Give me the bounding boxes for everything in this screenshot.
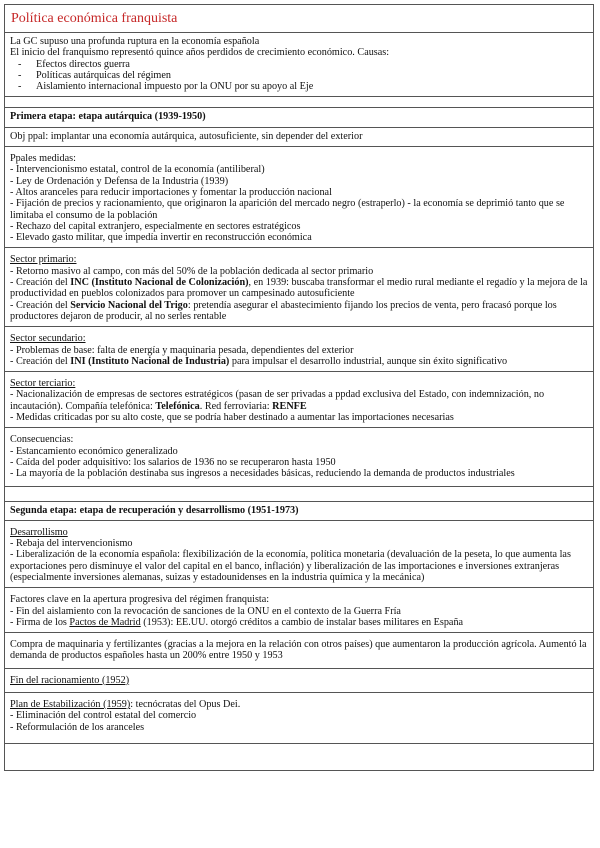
rationing-end: Fin del racionamiento (1952)	[10, 674, 130, 686]
machinery-box	[4, 633, 594, 669]
measures-title: Ppales medidas:	[10, 153, 76, 165]
desarrollismo-line-2: - Liberalización de la economía española: flexibilización de la economía, política monetaria (devaluación de la peseta, lo que aumenta las exportaciones pero disminuye el valor del capital en el banco, inflación) y liberalización de las importaciones e inversiones extranjeras (especialmente inversiones alemanas, suizas y estadounidenses en la industria química y la mecánica)	[10, 549, 571, 583]
measure-item: - Ley de Ordenación y Defensa de la Industria (1939)	[10, 175, 229, 187]
tertiary-sector-box	[4, 372, 594, 428]
secondary-line-2: - Creación del INI (Instituto Nacional de Industria) para impulsar el desarrollo industrial, aunque sin éxito significativo	[10, 355, 508, 367]
spacer	[4, 97, 594, 107]
desarrollismo-line-1: - Rebaja del intervencionismo	[10, 538, 133, 550]
desarrollismo-box	[4, 521, 594, 588]
secondary-sector-title: Sector secundario:	[10, 333, 86, 345]
desarrollismo-title: Desarrollismo	[10, 526, 68, 538]
machinery-text: Compra de maquinaria y fertilizantes (gracias a la mejora en la relación con otros países) que aumentaron la producción agrícola. Aumentó la demanda de productos españoles hasta un 200% entre 1950 y 1953	[10, 639, 587, 662]
measure-item: - Elevado gasto militar, que impedía invertir en reconstrucción económica	[10, 232, 312, 244]
consequences-title: Consecuencias:	[10, 434, 74, 446]
primary-line-3: - Creación del Servicio Nacional del Trigo: pretendía asegurar el abastecimiento fijando los precios de venta, pero fracasó porque los productores dejaron de producir, al no serles rentable	[10, 299, 557, 322]
stabilization-title: Plan de Estabilización (1959)	[10, 699, 131, 711]
notes-page	[4, 4, 594, 771]
spacer	[4, 487, 594, 501]
stage2-heading-box	[4, 501, 594, 521]
intro-box	[4, 33, 594, 97]
measure-item: - Altos aranceles para reducir importaciones y fomentar la producción nacional	[10, 186, 332, 198]
pactos-madrid: Pactos de Madrid	[69, 616, 141, 628]
factors-title: Factores clave en la apertura progresiva del régimen franquista:	[10, 594, 270, 606]
consequence-item: - Caída del poder adquisitivo: los salarios de 1936 no se recuperaron hasta 1950	[10, 456, 336, 468]
stage1-objective: Obj ppal: implantar una economía autárquica, autosuficiente, sin depender del exterior	[10, 130, 363, 142]
title-box	[4, 4, 594, 33]
snt-name: Servicio Nacional del Trigo	[70, 299, 188, 311]
consequence-item: - La mayoría de la población destinaba sus ingresos a necesidades básicas, reduciendo la demanda de productos industriales	[10, 468, 515, 480]
primary-line-1: - Retorno masivo al campo, con más del 50% de la población dedicada al sector primario	[10, 265, 374, 277]
primary-sector-title: Sector primario:	[10, 254, 77, 266]
stage1-objective-box	[4, 128, 594, 147]
stage1-heading-box	[4, 107, 594, 127]
secondary-sector-box	[4, 327, 594, 372]
consequence-item: - Estancamiento económico generalizado	[10, 445, 178, 457]
factors-line-1: - Fin del aislamiento con la revocación de sanciones de la ONU en el contexto de la Guerra Fría	[10, 605, 401, 617]
ini-name: INI (Instituto Nacional de Industria)	[70, 355, 230, 367]
primary-line-2: - Creación del INC (Instituto Nacional de Colonización), en 1939: buscaba transformar el medio rural mediante el regadío y la mejora de la productividad en pueblos colonizados para promover un campesinado autosuficiente	[10, 277, 588, 300]
stabilization-item: - Eliminación del control estatal del comercio	[10, 710, 197, 722]
tertiary-line-1: - Nacionalización de empresas de sectores estratégicos (pasan de ser privadas a ppdad exclusiva del Estado, con indemnización, no incautación). Compañía telefónica: Telefónica. Red ferroviaria: RENFE	[10, 389, 545, 412]
measure-item: - Rechazo del capital extranjero, especialmente en sectores estratégicos	[10, 220, 301, 232]
stage1-measures-box	[4, 147, 594, 248]
intro-line-2: El inicio del franquismo representó quince años perdidos de crecimiento económico. Causas:	[10, 47, 390, 59]
factors-box	[4, 588, 594, 633]
primary-sector-box	[4, 248, 594, 327]
stabilization-box	[4, 693, 594, 744]
bottom-spacer	[4, 744, 594, 771]
secondary-line-1: - Problemas de base: falta de energía y maquinaria pesada, dependientes del exterior	[10, 344, 354, 356]
factors-line-2: - Firma de los Pactos de Madrid (1953): EE.UU. otorgó créditos a cambio de instalar bases militares en España	[10, 616, 464, 628]
measure-item: - Intervencionismo estatal, control de la economía (antiliberal)	[10, 164, 265, 176]
stage2-heading: Segunda etapa: etapa de recuperación y desarrollismo (1951-1973)	[10, 504, 299, 516]
page-title: Política económica franquista	[11, 11, 178, 26]
stabilization-item: - Reformulación de los aranceles	[10, 721, 145, 733]
telefonica-name: Telefónica	[155, 400, 200, 412]
stabilization-title-line: Plan de Estabilización (1959): tecnócratas del Opus Dei.	[10, 699, 241, 711]
intro-line-1: La GC supuso una profunda ruptura en la economía española	[10, 36, 260, 47]
consequences-box	[4, 428, 594, 486]
cause-item: - Aislamiento internacional impuesto por la ONU por su apoyo al Eje	[18, 81, 314, 93]
cause-item: - Efectos directos guerra	[18, 58, 130, 70]
cause-item: - Políticas autárquicas del régimen	[18, 69, 171, 81]
tertiary-line-2: - Medidas criticadas por su alto coste, que se podría haber destinado a aumentar las importaciones necesarias	[10, 412, 454, 424]
stage1-heading: Primera etapa: etapa autárquica (1939-1950)	[10, 111, 206, 123]
measure-item: - Fijación de precios y racionamiento, que originaron la aparición del mercado negro (estraperlo) - la economía se deprimió tanto que se limitaba el consumo de la población	[10, 198, 565, 221]
renfe-name: RENFE	[272, 400, 307, 412]
tertiary-sector-title: Sector terciario:	[10, 378, 76, 390]
inc-name: INC (Instituto Nacional de Colonización)	[70, 277, 249, 289]
rationing-box	[4, 669, 594, 693]
